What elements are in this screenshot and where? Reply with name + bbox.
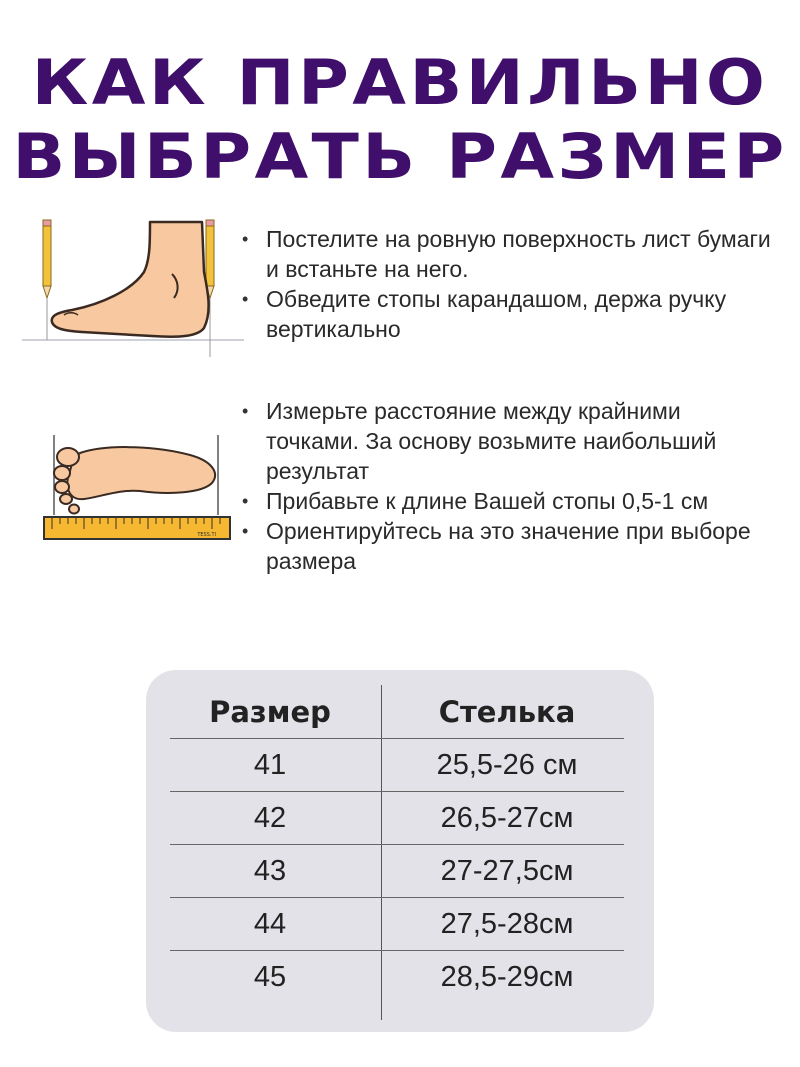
table-cell-size: 44 bbox=[253, 908, 287, 940]
bullet-icon: • bbox=[242, 229, 249, 249]
table-cell-size: 41 bbox=[253, 749, 287, 781]
list-item: • Измерьте расстояние между крайними точками. За основу возьмите наибольший результат bbox=[242, 398, 717, 484]
table-row-divider bbox=[170, 738, 624, 739]
table-row-divider bbox=[170, 950, 624, 951]
table-row-divider bbox=[170, 844, 624, 845]
foot-ruler-illustration bbox=[40, 425, 235, 550]
bullet-icon: • bbox=[242, 401, 249, 421]
table-cell-size: 42 bbox=[253, 802, 287, 834]
ruler-label: TESS.TI bbox=[197, 532, 216, 538]
table-row-divider bbox=[170, 791, 624, 792]
list-item: • Прибавьте к длине Вашей стопы 0,5-1 см bbox=[242, 488, 709, 514]
table-cell-insole: 26,5-27см bbox=[440, 802, 574, 834]
page-title bbox=[0, 46, 800, 194]
list-item: • Обведите стопы карандашом, держа ручку вертикально bbox=[242, 286, 727, 342]
table-cell-size: 43 bbox=[253, 855, 287, 887]
bullet-icon: • bbox=[242, 491, 249, 511]
bullet-icon: • bbox=[242, 289, 249, 309]
table-cell-insole: 27,5-28см bbox=[440, 908, 574, 940]
table-row-divider bbox=[170, 897, 624, 898]
table-cell-insole: 25,5-26 см bbox=[436, 749, 578, 781]
table-cell-insole: 27-27,5см bbox=[440, 855, 574, 887]
table-header-size: Размер bbox=[209, 695, 331, 729]
foot-side-icon bbox=[52, 222, 209, 337]
instructions-list-1 bbox=[240, 224, 780, 344]
table-column-divider bbox=[381, 685, 382, 1020]
bullet-icon: • bbox=[242, 521, 249, 541]
list-item: • Постелите на ровную поверхность лист бумаги и встаньте на него. bbox=[242, 226, 771, 282]
ruler-icon bbox=[44, 517, 230, 539]
title-line-1: КАК ПРАВИЛЬНО bbox=[31, 46, 769, 119]
left-pencil-icon bbox=[43, 220, 51, 340]
foot-side-pencil-illustration bbox=[22, 212, 244, 362]
table-cell-size: 45 bbox=[253, 961, 287, 993]
table-header-insole: Стелька bbox=[438, 695, 576, 729]
title-line-2: ВЫБРАТЬ РАЗМЕР bbox=[12, 120, 788, 193]
instructions-list-2 bbox=[240, 396, 780, 576]
table-cell-insole: 28,5-29см bbox=[440, 961, 574, 993]
list-item: • Ориентируйтесь на это значение при выборе размера bbox=[242, 518, 751, 574]
foot-sole-icon bbox=[54, 447, 215, 513]
